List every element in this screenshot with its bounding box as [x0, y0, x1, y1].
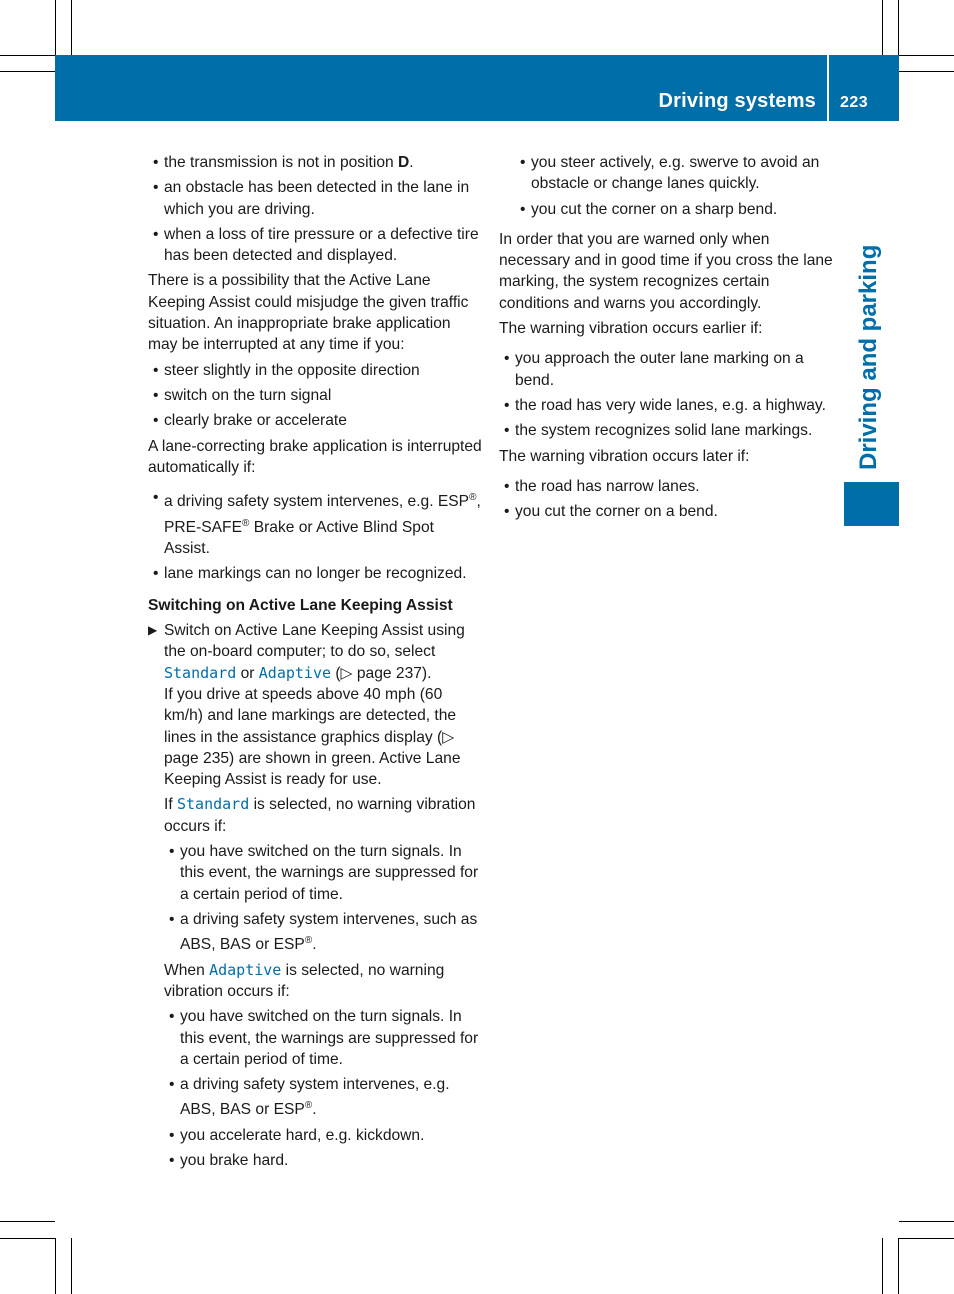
right-column: [499, 152, 833, 522]
instruction-step: ▶ Switch on Active Lane Keeping Assist using the on-board computer; to do so, select Standard or Adaptive (▷ page 237). If you drive at speeds above 40 mph (60 km/h) and lane markings are detected, the lines in the assistance graphics display (▷ page 235) are shown in green. Active Lane Keeping Assist is ready for use.: [148, 620, 482, 790]
list-item: • clearly brake or accelerate: [148, 410, 482, 431]
crop-mark: [0, 1221, 55, 1222]
crop-mark: [899, 55, 954, 56]
header-divider: [827, 55, 829, 121]
list-item: • switch on the turn signal: [148, 385, 482, 406]
left-column: [148, 152, 482, 1172]
paragraph: There is a possibility that the Active Lane Keeping Assist could misjudge the given traffic situation. An inappropriate brake application may be interrupted at any time if you:: [148, 272, 469, 354]
paragraph: A lane-correcting brake application is interrupted automatically if:: [148, 437, 482, 476]
menu-option-adaptive: Adaptive: [258, 663, 332, 682]
bullet-list: [148, 360, 482, 432]
list-item: • you accelerate hard, e.g. kickdown.: [164, 1125, 482, 1146]
crop-mark: [0, 1238, 55, 1239]
chapter-tab-marker: [844, 482, 899, 526]
crop-mark: [899, 1221, 954, 1222]
list-item: • the system recognizes solid lane markings.: [499, 420, 833, 441]
list-item: • the road has very wide lanes, e.g. a highway.: [499, 395, 833, 416]
list-item: • a driving safety system intervenes, such as ABS, BAS or ESP®.: [164, 909, 482, 956]
list-item: • you cut the corner on a sharp bend.: [515, 199, 833, 220]
list-item: • you brake hard.: [164, 1150, 482, 1171]
menu-option-standard: Standard: [164, 663, 237, 682]
list-item: • a driving safety system intervenes, e.g. ESP®, PRE-SAFE® Brake or Active Blind Spot Assist.: [148, 487, 482, 559]
bullet-list: [148, 487, 482, 585]
paragraph: The warning vibration occurs earlier if:: [499, 320, 763, 338]
list-item: • you have switched on the turn signals. In this event, the warnings are suppressed for a certain period of time.: [164, 841, 482, 905]
list-item: • an obstacle has been detected in the lane in which you are driving.: [148, 177, 482, 220]
list-item: • the road has narrow lanes.: [499, 476, 833, 497]
crop-mark: [898, 0, 899, 55]
list-item: • a driving safety system intervenes, e.g. ABS, BAS or ESP®.: [164, 1074, 482, 1121]
crop-mark: [55, 1238, 56, 1294]
paragraph: When Adaptive is selected, no warning vibration occurs if:: [164, 960, 445, 1000]
bullet-list: [499, 476, 833, 523]
bullet-list: [499, 348, 833, 441]
crop-mark: [55, 0, 56, 55]
paragraph: If Standard is selected, no warning vibration occurs if:: [164, 795, 476, 835]
page-number: 223: [840, 94, 869, 111]
crop-mark: [71, 0, 72, 55]
paragraph: In order that you are warned only when necessary and in good time if you cross the lane marking, the system recognizes certain conditions and warns you accordingly.: [499, 230, 833, 312]
crop-mark: [71, 1238, 72, 1294]
crop-mark: [899, 1238, 954, 1239]
chapter-tab-label: Driving and parking: [855, 244, 882, 470]
section-heading: Switching on Active Lane Keeping Assist: [148, 596, 453, 614]
list-item: • you steer actively, e.g. swerve to avoid an obstacle or change lanes quickly.: [515, 152, 833, 195]
paragraph: If you drive at speeds above 40 mph (60 km/h) and lane markings are detected, the lines in the assistance graphics display (▷ page 235) are shown in green. Active Lane Keeping Assist is ready for use.: [164, 685, 461, 789]
paragraph: The warning vibration occurs later if:: [499, 447, 750, 465]
list-item: • the transmission is not in position D.: [148, 152, 482, 173]
menu-option-standard: Standard: [177, 795, 250, 814]
list-item: • you have switched on the turn signals. In this event, the warnings are suppressed for a certain period of time.: [164, 1006, 482, 1070]
bullet-list: [164, 841, 482, 956]
bullet-list: [515, 152, 833, 220]
crop-mark: [899, 71, 954, 72]
list-item: • you approach the outer lane marking on a bend.: [499, 348, 833, 391]
list-item: • you cut the corner on a bend.: [499, 501, 833, 522]
step-arrow-icon: ▶: [148, 623, 158, 638]
bullet-list: [164, 1006, 482, 1171]
list-item: • when a loss of tire pressure or a defective tire has been detected and displayed.: [148, 224, 482, 267]
crop-mark: [0, 71, 55, 72]
crop-mark: [882, 1238, 883, 1294]
crop-mark: [898, 1238, 899, 1294]
crop-mark: [882, 0, 883, 55]
list-item: • lane markings can no longer be recognized.: [148, 563, 482, 584]
section-title: Driving systems: [658, 90, 816, 112]
crop-mark: [0, 55, 55, 56]
menu-option-adaptive: Adaptive: [209, 960, 282, 979]
bullet-list: [148, 152, 482, 266]
list-item: • steer slightly in the opposite direction: [148, 360, 482, 381]
